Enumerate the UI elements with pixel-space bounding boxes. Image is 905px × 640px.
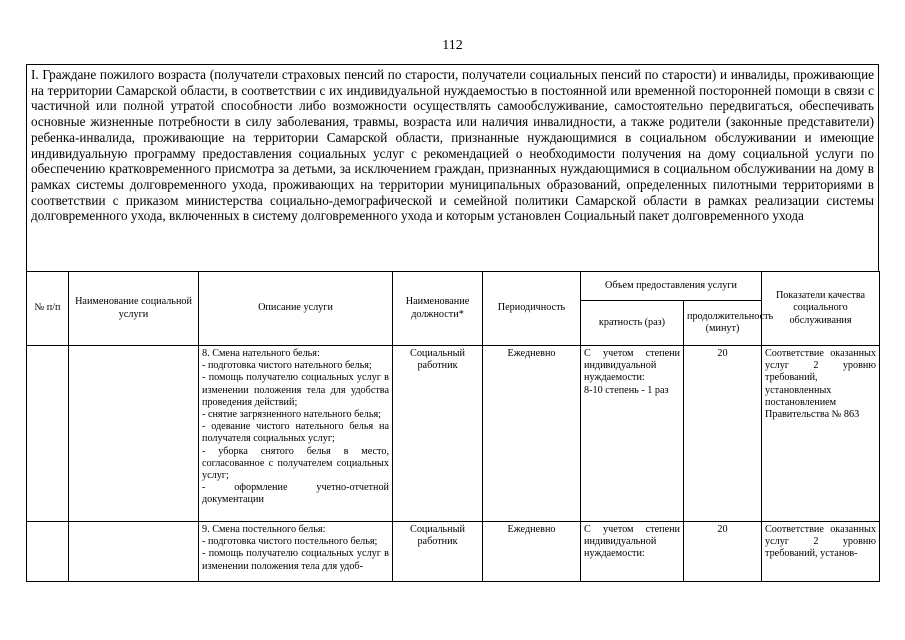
frequency-line: С учетом степени индивидуальной нуждаемости: — [584, 524, 680, 560]
header-position: Наименование должности* — [393, 272, 483, 346]
cell-frequency — [581, 522, 684, 582]
frequency-line: 8-10 степень - 1 раз — [584, 384, 669, 396]
table-row — [27, 522, 880, 582]
page-number: 112 — [442, 38, 463, 53]
description-line: - подготовка чистого постельного белья; — [202, 536, 378, 548]
cell-num — [27, 522, 69, 582]
header-volume-group: Объем предоставления услуги — [581, 272, 762, 301]
cell-description — [199, 346, 393, 522]
services-table — [26, 271, 880, 582]
description-line: - подготовка чистого нательного белья; — [202, 360, 372, 372]
header-service-name: Наименование социальной услуги — [69, 272, 199, 346]
header-description: Описание услуги — [199, 272, 393, 346]
cell-description — [199, 522, 393, 582]
header-frequency: кратность (раз) — [581, 301, 684, 346]
description-line: - помощь получателю социальных услуг в изменении положения тела для удобства проведения действий; — [202, 372, 389, 408]
frequency-line: С учетом степени индивидуальной нуждаемости: — [584, 348, 680, 384]
cell-service-name — [69, 346, 199, 522]
description-line: - снятие загрязненного нательного белья; — [202, 409, 381, 421]
cell-duration: 20 — [684, 522, 762, 582]
header-num: № п/п — [27, 272, 69, 346]
cell-service-name — [69, 522, 199, 582]
description-line: - помощь получателю социальных услуг в изменении положения тела для удоб- — [202, 548, 389, 572]
cell-position: Социальный работник — [393, 346, 483, 522]
section-heading: I. Граждане пожилого возраста (получатели страховых пенсий по старости, получатели социальных пенсий по старости) и инвалиды, проживающие на территории Самарской области, в соответствии с их индивидуальной нуждаемостью в постоянной или временной посторонней помощи в связи с частичной или полной утратой способности либо возможности осуществлять самообслуживание, самостоятельно передвигаться, обеспечивать основные жизненные потребности в силу заболевания, травмы, возраста или наличия инвалидности, а также родители (законные представители) ребенка-инвалида, проживающие на территории Самарской области, признанные нуждающимися в социальном обслуживании и имеющие индивидуальную программу предоставления социальных услуг с рекомендацией о необходимости получения на дому социальной услуги по обеспечению кратковременного присмотра за детьми, за исключением граждан, признанных нуждающимися в социальном обслуживании на дому в рамках системы долговременного ухода, проживающих на территории муниципальных образований, определенных пилотными территориями в соответствии с приказом министерства социально-демографической и семейной политики Самарской области в рамках реализации системы долговременного ухода, включенных в систему долговременного ухода и которым установлен Социальный пакет долговременного ухода — [26, 64, 879, 271]
cell-num — [27, 346, 69, 522]
table-row — [27, 346, 880, 522]
header-quality: Показатели качества социального обслуживания — [762, 272, 880, 346]
cell-position: Социальный работник — [393, 522, 483, 582]
description-line: - одевание чистого нательного белья на получателя социальных услуг; — [202, 421, 389, 445]
cell-periodicity: Ежедневно — [483, 522, 581, 582]
cell-frequency — [581, 346, 684, 522]
cell-quality: Соответствие оказанных услуг 2 уровню требований, установленных постановлением Правительства № 863 — [762, 346, 880, 522]
description-line: 8. Смена нательного белья: — [202, 348, 320, 359]
description-line: 9. Смена постельного белья: — [202, 524, 326, 535]
description-line: - уборка снятого белья в место, согласованное с получателем социальных услуг; — [202, 445, 389, 482]
header-periodicity: Периодичность — [483, 272, 581, 346]
header-row — [27, 272, 880, 301]
header-duration: продолжительность (минут) — [684, 301, 762, 346]
cell-periodicity: Ежедневно — [483, 346, 581, 522]
cell-quality: Соответствие оказанных услуг 2 уровню требований, установ- — [762, 522, 880, 582]
description-line: - оформление учетно-отчетной документации — [202, 482, 389, 506]
cell-duration: 20 — [684, 346, 762, 522]
